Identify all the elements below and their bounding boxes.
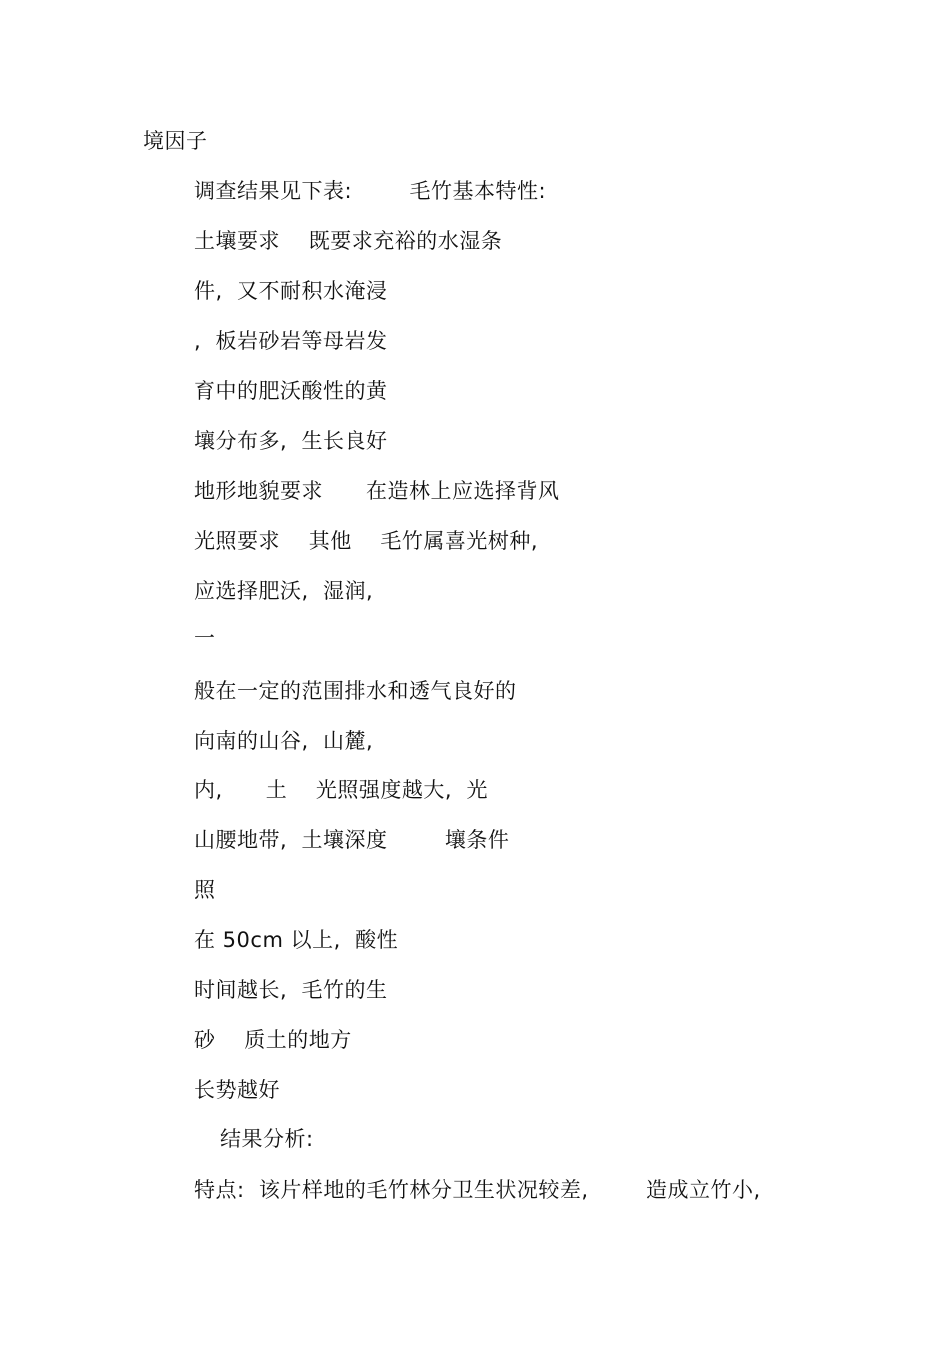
text-line: 应选择肥沃, 湿润, xyxy=(194,579,374,603)
text-line: 照 xyxy=(194,878,216,902)
text-line: 壤分布多, 生长良好 xyxy=(194,429,388,453)
text-line: 时间越长, 毛竹的生 xyxy=(194,978,388,1002)
text-line: , 板岩砂岩等母岩发 xyxy=(194,329,388,353)
text-line: 一 xyxy=(194,626,216,650)
text-line: 土壤要求 既要求充裕的水湿条 xyxy=(194,229,503,253)
text-line: 长势越好 xyxy=(194,1078,280,1102)
text-line: 调查结果见下表: 毛竹基本特性: xyxy=(194,179,547,203)
text-line: 山腰地带, 土壤深度 壤条件 xyxy=(194,828,510,852)
text-line: 育中的肥沃酸性的黄 xyxy=(194,379,388,403)
text-line: 在 50cm 以上, 酸性 xyxy=(194,928,399,952)
text-line: 件, 又不耐积水淹浸 xyxy=(194,279,388,303)
text-line: 向南的山谷, 山麓, xyxy=(194,729,374,753)
text-line: 内, 土 光照强度越大, 光 xyxy=(194,778,488,802)
text-line: 砂 质土的地方 xyxy=(194,1028,352,1052)
text-line: 般在一定的范围排水和透气良好的 xyxy=(194,679,517,703)
text-line: 光照要求 其他 毛竹属喜光树种, xyxy=(194,529,539,553)
text-line: 特点: 该片样地的毛竹林分卫生状况较差, 造成立竹小, xyxy=(194,1178,761,1202)
text-line: 地形地貌要求 在造林上应选择背风 xyxy=(194,479,560,503)
text-line-heading: 境因子 xyxy=(143,129,208,153)
section-heading: 结果分析: xyxy=(220,1127,314,1151)
